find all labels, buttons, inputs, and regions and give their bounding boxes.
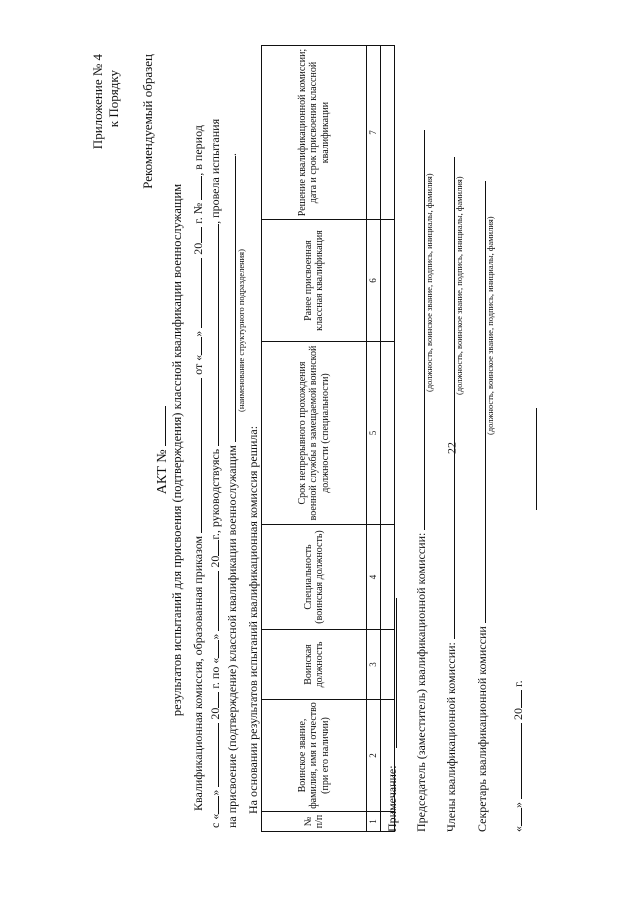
text-line-1 [190, 125, 205, 828]
to-year-prefix: 20 [208, 555, 222, 568]
header-service-term: Срок непрерывного прохождения военной службы в замещаемой воинской должности (специальности) [262, 342, 367, 525]
column-number: 7 [367, 46, 381, 220]
order-no-label: г. № [191, 202, 205, 224]
header-rank-name: Воинское звание, фамилия, имя и отчество (при его наличии) [262, 700, 367, 812]
header-specialty: Специальность (воинская должность) [262, 525, 367, 630]
members-caption: (должность, воинское звание, подпись, инициалы, фамилия) [454, 176, 464, 395]
conducted-text: , провела испытания [208, 118, 222, 224]
period-text: , в период [191, 125, 205, 176]
note-label: Примечание: [385, 765, 399, 832]
text-line-2 [207, 119, 222, 828]
act-number-line [154, 406, 166, 446]
date-year-suffix: г. [511, 680, 525, 687]
from-year-line [207, 692, 219, 708]
appendix-title: Приложение № 4 [90, 54, 105, 150]
date-close: » [191, 330, 205, 337]
from-day-line [207, 796, 219, 814]
date-open-quote: « [511, 826, 525, 832]
day-line [190, 337, 202, 355]
table-number-row [367, 46, 381, 832]
table-cell[interactable] [381, 342, 395, 525]
column-number: 1 [367, 812, 381, 832]
closing-rule [536, 408, 537, 510]
act-title: АКТ № [155, 449, 170, 495]
table-header-row [262, 46, 367, 832]
act-subtitle: результатов испытаний для присвоения (подтверждения) классной квалификации военнослужащим [170, 183, 184, 717]
to-close: » [208, 633, 222, 640]
column-number: 5 [367, 342, 381, 525]
column-number: 3 [367, 630, 381, 700]
column-number: 6 [367, 220, 381, 342]
header-previous-qualification: Ранее присвоенная классная квалификация [262, 220, 367, 342]
year-prefix: 20 [191, 242, 205, 255]
appendix-block [90, 54, 121, 250]
month-line [190, 258, 202, 328]
act-form [80, 50, 540, 850]
unit-caption: (наименование структурного подразделения) [236, 249, 246, 412]
order-no-line [190, 176, 202, 200]
note-line [385, 598, 397, 748]
header-decision: Решение квалификационной комиссии; дата и срок присвоения классной квалификации [262, 46, 367, 220]
header-position: Воинская должность [262, 630, 367, 700]
unit-line [224, 156, 236, 442]
chair-caption: (должность, воинское звание, подпись, инициалы, фамилия) [424, 173, 434, 392]
date-month-line[interactable] [510, 723, 522, 799]
guided-text: г., руководствуясь [208, 448, 222, 540]
to-day-line [207, 640, 219, 658]
date-open: от « [191, 354, 205, 375]
period-mark: . [225, 153, 239, 157]
to-open: г. по « [208, 657, 222, 689]
chair-label: Председатель (заместитель) квалификационной комиссии: [414, 532, 428, 832]
results-table [261, 45, 395, 832]
date-close-quote: » [511, 802, 525, 808]
award-text: на присвоение (подтверждение) классной квалификации военнослужащим [225, 445, 239, 828]
column-number: 2 [367, 700, 381, 812]
order-line [190, 378, 202, 533]
date-day-line[interactable] [510, 808, 522, 826]
header-number: № п/п [262, 812, 367, 832]
page-number: 22 [444, 442, 459, 454]
column-number: 4 [367, 525, 381, 630]
appendix-subtitle: к Порядку [105, 70, 121, 128]
table-cell[interactable] [381, 220, 395, 342]
commission-text: Квалификационная комиссия, образованная приказом [191, 535, 205, 811]
from-month-line [207, 723, 219, 787]
from-close: » [208, 789, 222, 796]
date-year-line[interactable] [510, 690, 522, 708]
from-year-prefix: 20 [208, 707, 222, 720]
year-line [190, 227, 202, 243]
basis-text: На основании результатов испытаний квалификационная комиссия решила: [246, 425, 260, 814]
from-open: с « [208, 813, 222, 828]
members-label: Члены квалификационной комиссии: [444, 642, 458, 832]
to-year-line [207, 540, 219, 556]
secretary-caption: (должность, воинское звание, подпись, инициалы, фамилия) [485, 216, 495, 435]
to-month-line [207, 571, 219, 631]
table-cell[interactable] [381, 46, 395, 220]
date-row [510, 680, 525, 832]
guided-by-line [207, 224, 219, 446]
secretary-label: Секретарь квалификационной комиссии [475, 626, 489, 832]
date-year-prefix: 20 [511, 708, 525, 720]
sample-note: Рекомендуемый образец [140, 54, 155, 189]
